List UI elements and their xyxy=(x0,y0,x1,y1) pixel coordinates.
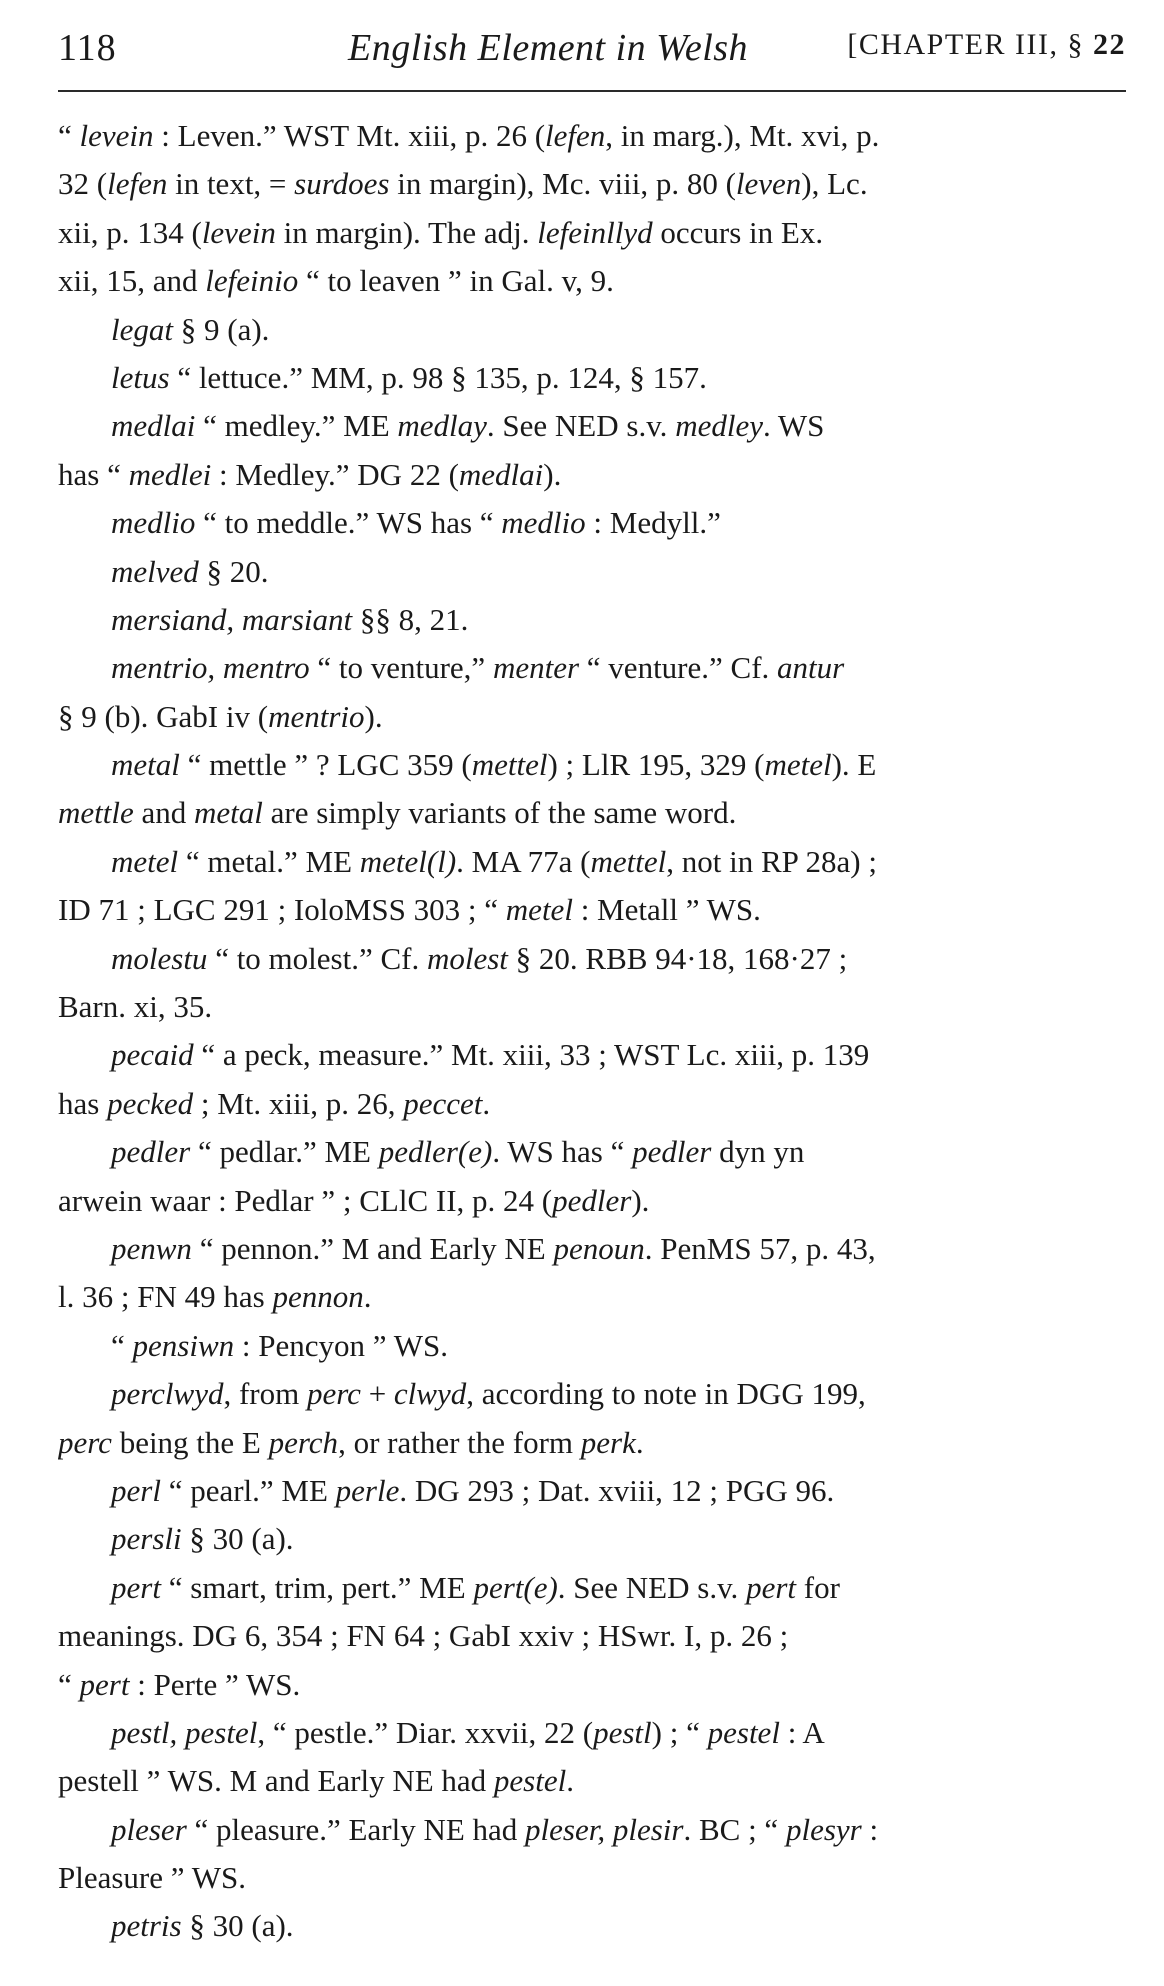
text-line: Barn. xi, 35. xyxy=(58,989,213,1025)
text-line: molestu “ to molest.” Cf. molest § 20. RBB 94·18, 168·27 ; xyxy=(111,940,848,976)
text-line: “ pert : Perte ” WS. xyxy=(58,1666,301,1702)
text-line: “ levein : Leven.” WST Mt. xiii, p. 26 (lefen, in marg.), Mt. xvi, p. xyxy=(58,118,880,153)
page-number: 118 xyxy=(58,27,117,69)
glossary-text xyxy=(58,112,1126,1951)
text-line: letus “ lettuce.” MM, p. 98 § 135, p. 124, § 157. xyxy=(111,359,707,395)
running-head xyxy=(58,22,1126,74)
text-line: has “ medlei : Medley.” DG 22 (medlai). xyxy=(58,456,562,492)
text-line: metel “ metal.” ME metel(l). MA 77a (mettel, not in RP 28a) ; xyxy=(111,843,877,879)
text-line: 32 (lefen in text, = surdoes in margin), Mc. viii, p. 80 (leven), Lc. xyxy=(58,166,868,202)
chapter-label: [CHAPTER III, § xyxy=(847,28,1084,61)
running-title: English Element in Welsh xyxy=(348,27,749,69)
text-line: petris § 30 (a). xyxy=(111,1908,294,1944)
text-line: mentrio, mentro “ to venture,” menter “ venture.” Cf. antur xyxy=(111,650,845,686)
text-line: pecaid “ a peck, measure.” Mt. xiii, 33 ; WST Lc. xiii, p. 139 xyxy=(111,1037,870,1073)
text-line: perc being the E perch, or rather the form perk. xyxy=(58,1424,644,1460)
text-line: “ pensiwn : Pencyon ” WS. xyxy=(111,1327,448,1363)
text-line: Pleasure ” WS. xyxy=(58,1860,246,1896)
text-line: medlai “ medley.” ME medlay. See NED s.v. medley. WS xyxy=(111,408,825,444)
text-line: pedler “ pedlar.” ME pedler(e). WS has “ pedler dyn yn xyxy=(111,1134,805,1170)
text-line: has pecked ; Mt. xiii, p. 26, peccet. xyxy=(58,1085,491,1121)
text-line: ID 71 ; LGC 291 ; IoloMSS 303 ; “ metel : Metall ” WS. xyxy=(58,892,761,928)
text-line: meanings. DG 6, 354 ; FN 64 ; GabI xxiv ; HSwr. I, p. 26 ; xyxy=(58,1618,789,1654)
text-line: mettle and metal are simply variants of the same word. xyxy=(58,795,737,831)
text-line: perl “ pearl.” ME perle. DG 293 ; Dat. xviii, 12 ; PGG 96. xyxy=(111,1472,835,1508)
text-line: penwn “ pennon.” M and Early NE penoun. PenMS 57, p. 43, xyxy=(111,1230,876,1266)
text-line: persli § 30 (a). xyxy=(111,1521,294,1557)
section-number: 22 xyxy=(1093,28,1126,61)
text-line: pert “ smart, trim, pert.” ME pert(e). See NED s.v. pert for xyxy=(111,1569,840,1605)
text-line: pestl, pestel, “ pestle.” Diar. xxvii, 22 (pestl) ; “ pestel : A xyxy=(111,1714,825,1750)
text-line: medlio “ to meddle.” WS has “ medlio : Medyll.” xyxy=(111,505,721,541)
text-line: § 9 (b). GabI iv (mentrio). xyxy=(58,698,383,734)
text-line: mersiand, marsiant §§ 8, 21. xyxy=(111,601,469,637)
text-line: perclwyd, from perc + clwyd, according to note in DGG 199, xyxy=(111,1376,866,1412)
header-rule xyxy=(58,90,1126,92)
chapter-reference xyxy=(847,28,1126,62)
text-line: metal “ mettle ” ? LGC 359 (mettel) ; LlR 195, 329 (metel). E xyxy=(111,747,877,783)
text-line: melved § 20. xyxy=(111,553,269,589)
text-line: pleser “ pleasure.” Early NE had pleser, plesir. BC ; “ plesyr : xyxy=(111,1811,879,1847)
text-line: arwein waar : Pedlar ” ; CLlC II, p. 24 (pedler). xyxy=(58,1182,650,1218)
text-line: pestell ” WS. M and Early NE had pestel. xyxy=(58,1763,574,1799)
text-line: xii, p. 134 (levein in margin). The adj. lefeinllyd occurs in Ex. xyxy=(58,214,824,250)
text-line: l. 36 ; FN 49 has pennon. xyxy=(58,1279,372,1315)
text-line: xii, 15, and lefeinio “ to leaven ” in Gal. v, 9. xyxy=(58,263,614,299)
text-line: legat § 9 (a). xyxy=(111,311,270,347)
